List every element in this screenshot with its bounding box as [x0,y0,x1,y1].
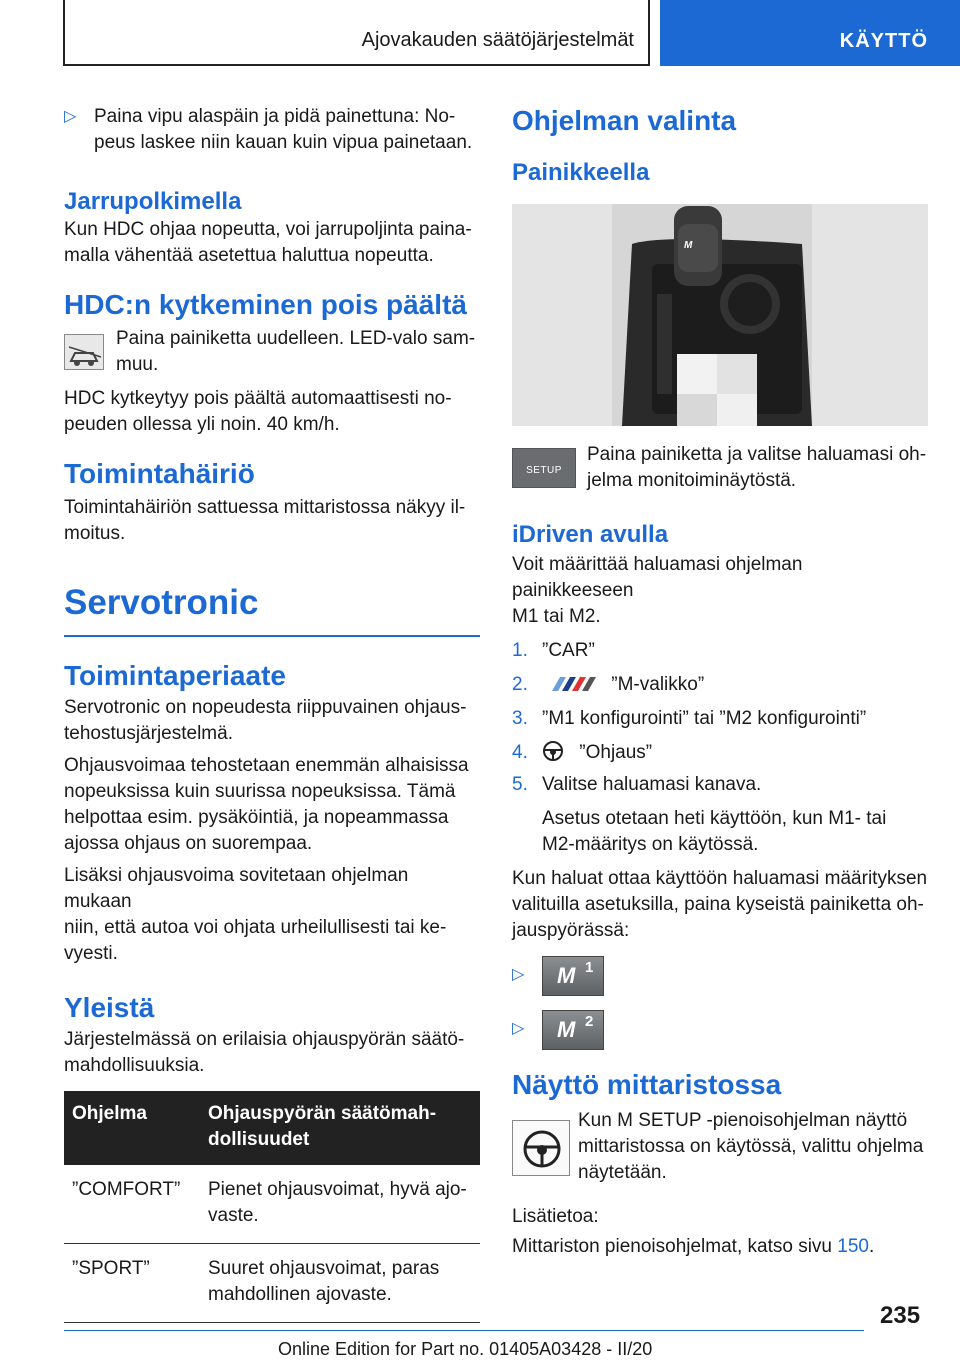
list-subtext-line: M2-määritys on käytössä. [542,834,759,855]
steering-wheel-icon [542,740,564,762]
paragraph-line: Järjestelmässä on erilaisia ohjauspyörän säätö- [64,1029,465,1050]
list-number: 3. [512,708,528,729]
paragraph-line: Lisäksi ohjausvoima sovitetaan ohjelman mukaan [64,865,409,912]
cross-reference-text: Mittariston pienoisohjelmat, katso sivu [512,1236,838,1257]
naytto-text-line: näytetään. [578,1162,667,1183]
heading-hdc-off: HDC:n kytkeminen pois päältä [64,289,467,320]
paragraph-line: peuden ollessa yli noin. 40 km/h. [64,414,340,435]
paragraph-line: ajossa ohjaus on suorempaa. [64,833,313,854]
paragraph-line: Kun HDC ohjaa nopeutta, voi jarrupoljinta paina- [64,219,472,240]
naytto-text-line: Kun M SETUP -pienoisohjelman näyttö [578,1110,908,1131]
right-column [512,100,928,1260]
hdc-icon-text-line: muu. [116,354,159,375]
setup-text-line: Paina painiketta ja valitse haluamasi oh- [587,444,927,465]
m2-button-row [512,1010,928,1068]
paragraph-line: moitus. [64,523,126,544]
header-section-title: Ajovakauden säätöjärjestelmät [361,29,634,51]
list-item [512,772,928,802]
section-divider [64,635,480,637]
table-cell-desc: Pienet ohjausvoimat, hyvä ajo- vaste. [200,1165,480,1244]
center-console-photo [512,204,928,426]
paragraph-line: Lisätietoa: [512,1206,599,1227]
left-column [64,100,480,1323]
footer-divider [64,1330,864,1331]
heading-painikkeella: Painikkeella [512,159,650,186]
table-cell-desc: Suuret ohjausvoimat, paras mahdollinen ajovaste. [200,1244,480,1323]
heading-toimintaperiaate: Toimintaperiaate [64,660,286,691]
svg-text:M: M [684,240,693,251]
paragraph-line: Kun haluat ottaa käyttöön haluamasi määrityksen [512,868,928,889]
m1-sup: 1 [585,959,594,976]
list-number: 1. [512,640,528,661]
paragraph-line: tehostusjärjestelmä. [64,723,233,744]
paragraph-line: Servotronic on nopeudesta riippuvainen ohjaus- [64,697,467,718]
page-number: 235 [880,1302,921,1329]
header-chapter-label: KÄYTTÖ [839,30,928,52]
paragraph-line: malla vähentää asetettua haluttua nopeutta. [64,245,434,266]
steering-display-icon [512,1120,570,1176]
list-item [512,740,928,772]
steering-program-table [64,1091,480,1323]
bullet-item [64,104,480,156]
m2-button-icon [542,1010,604,1050]
naytto-icon-row [512,1112,928,1204]
list-text: Valitse haluamasi kanava. [542,774,762,795]
m1-button-icon [542,956,604,996]
paragraph-line: M1 tai M2. [512,606,601,627]
paragraph-line: helpottaa esim. pysäköintiä, ja nopeammassa [64,807,449,828]
m2-label: M [557,1017,576,1042]
paragraph-line: niin, että autoa voi ohjata urheilullisesti tai ke- [64,917,447,938]
list-text: ”CAR” [542,640,595,661]
list-number: 4. [512,742,528,763]
setup-row [512,446,928,512]
paragraph-line: jauspyörässä: [512,920,630,941]
paragraph-line: vyesti. [64,943,118,964]
heading-ohjelman-valinta: Ohjelman valinta [512,105,737,136]
bullet-text-line: Paina vipu alaspäin ja pidä painettuna: No- [94,106,456,127]
paragraph-line: Ohjausvoimaa tehostetaan enemmän alhaisissa [64,755,469,776]
list-text: ”Ohjaus” [579,742,653,763]
table-header-options: Ohjauspyörän säätömah- dollisuudet [200,1091,480,1165]
bullet-triangle-icon: ▷ [512,966,525,983]
naytto-text-line: mittaristossa on käytössä, valittu ohjelma [578,1136,924,1157]
list-text: ”M1 konfigurointi” tai ”M2 konfigurointi” [542,708,867,729]
heading-toimintahairio: Toimintahäiriö [64,458,255,489]
page-reference-link[interactable]: 150 [837,1236,869,1257]
setup-text-line: jelma monitoiminäytöstä. [587,470,797,491]
page-header [0,0,960,66]
list-item [512,638,928,672]
m2-sup: 2 [585,1013,594,1030]
hdc-icon-text-line: Paina painiketta uudelleen. LED-valo sam- [116,328,476,349]
m-menu-icon [542,675,598,693]
bullet-triangle-icon: ▷ [64,108,77,125]
footer-edition: Online Edition for Part no. 01405A03428 - II/20 [278,1339,653,1359]
table-header-program: Ohjelma [64,1091,200,1165]
paragraph-line: Voit määrittää haluamasi ohjelman painikkeeseen [512,554,803,601]
bullet-triangle-icon: ▷ [512,1020,525,1037]
paragraph-line: nopeuksissa kuin suurissa nopeuksissa. Tämä [64,781,456,802]
heading-servotronic: Servotronic [64,583,259,622]
table-cell-program: ”SPORT” [64,1244,200,1323]
table-cell-program: ”COMFORT” [64,1165,200,1244]
heading-jarrupolkimella: Jarrupolkimella [64,188,242,215]
paragraph-line: mahdollisuuksia. [64,1055,205,1076]
bullet-text-line: peus laskee niin kauan kuin vipua painetaan. [94,132,473,153]
hdc-icon-row [64,328,480,384]
cross-reference-line [512,1234,928,1260]
list-number: 2. [512,674,528,695]
list-item [512,706,928,740]
m1-button-row [512,956,928,1010]
heading-yleista: Yleistä [64,992,155,1023]
paragraph-line: valituilla asetuksilla, paina kyseistä painiketta oh- [512,894,924,915]
setup-button-icon [512,448,576,488]
table-header-row [64,1091,480,1165]
table-row [64,1165,480,1244]
list-text: ”M-valikko” [611,674,705,695]
cross-reference-suffix: . [868,1236,875,1257]
paragraph-line: Toimintahäiriön sattuessa mittaristossa näkyy il- [64,497,466,518]
list-subtext-line: Asetus otetaan heti käyttöön, kun M1- tai [542,808,887,829]
header-chapter-tab [660,0,960,66]
list-number: 5. [512,774,528,795]
list-item [512,672,928,706]
heading-naytto-mittaristossa: Näyttö mittaristossa [512,1069,782,1100]
heading-idrive: iDriven avulla [512,521,669,548]
setup-button-label: SETUP [526,465,562,476]
table-row [64,1244,480,1323]
m1-label: M [557,963,576,988]
hdc-button-icon [64,334,104,370]
paragraph-line: HDC kytkeytyy pois päältä automaattisesti no- [64,388,452,409]
